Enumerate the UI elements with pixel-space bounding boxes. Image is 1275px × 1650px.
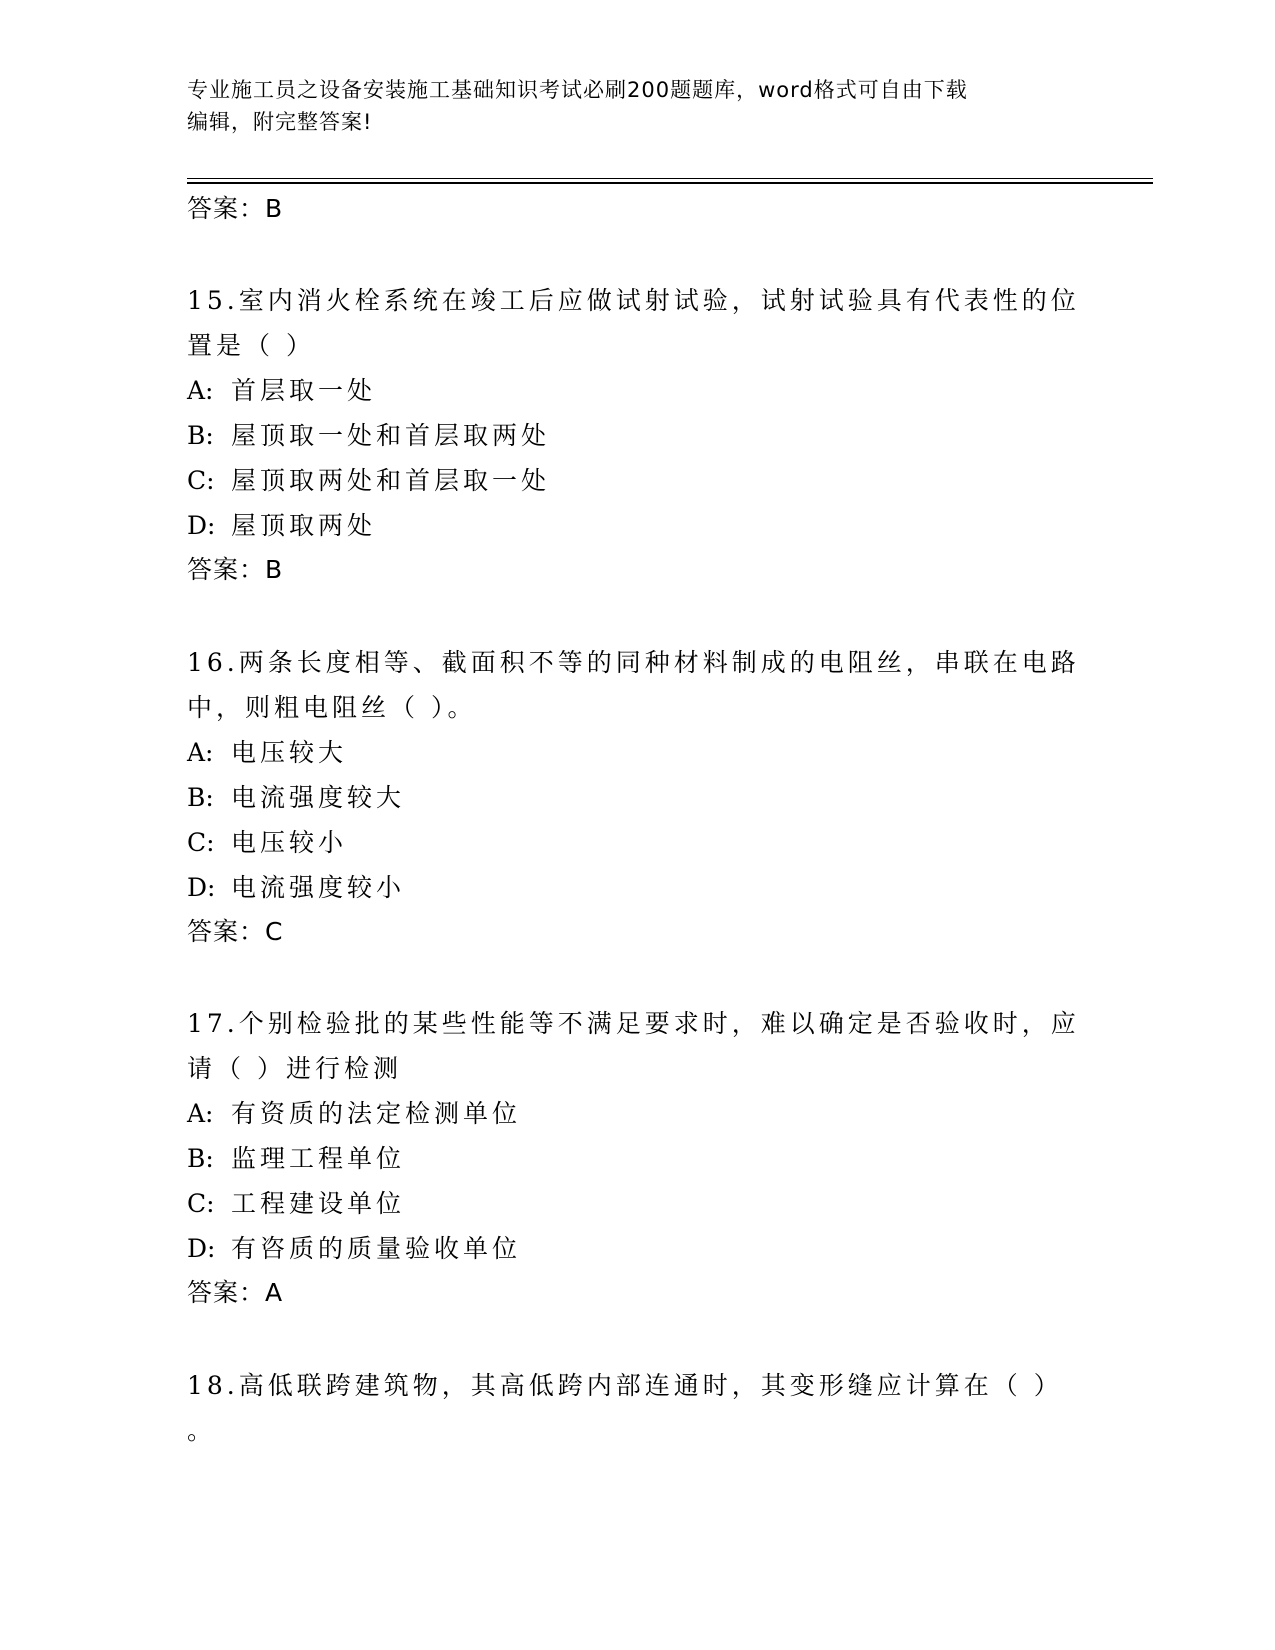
option-letter: B: xyxy=(187,783,214,812)
option-b xyxy=(187,1136,1087,1181)
option-c xyxy=(187,820,1087,865)
question-line-1: 16.两条长度相等、截面积不等的同种材料制成的电阻丝，串联在电路 xyxy=(187,648,1080,677)
question-15 xyxy=(187,278,1087,585)
option-text: 电压较小 xyxy=(231,828,348,857)
option-text: 工程建设单位 xyxy=(231,1189,406,1218)
question-16 xyxy=(187,640,1087,947)
question-line-2: 请（ ）进行检测 xyxy=(187,1054,402,1083)
option-c xyxy=(187,458,1087,503)
option-d xyxy=(187,503,1087,548)
previous-answer: 答案：B xyxy=(187,194,284,223)
question-text xyxy=(187,1001,1087,1091)
question-17 xyxy=(187,1001,1087,1308)
option-text: 有资质的法定检测单位 xyxy=(231,1099,522,1128)
option-text: 电流强度较小 xyxy=(231,873,406,902)
option-letter: B: xyxy=(187,421,214,450)
option-text: 监理工程单位 xyxy=(231,1144,406,1173)
question-text xyxy=(187,1363,1087,1453)
header-divider-thin xyxy=(187,178,1153,179)
option-letter: C: xyxy=(187,828,215,857)
question-text xyxy=(187,640,1087,730)
option-a xyxy=(187,730,1087,775)
question-line-1: 17.个别检验批的某些性能等不满足要求时，难以确定是否验收时，应 xyxy=(187,1009,1080,1038)
option-text: 电压较大 xyxy=(231,738,348,767)
option-letter: D: xyxy=(187,1234,216,1263)
option-text: 屋顶取两处 xyxy=(231,511,377,540)
option-letter: D: xyxy=(187,873,216,902)
option-letter: D: xyxy=(187,511,216,540)
header-line-2: 编辑，附完整答案! xyxy=(187,110,373,134)
option-text: 首层取一处 xyxy=(231,376,377,405)
option-a xyxy=(187,368,1087,413)
question-text xyxy=(187,278,1087,368)
option-text: 有咨质的质量验收单位 xyxy=(231,1234,522,1263)
question-line-1: 15.室内消火栓系统在竣工后应做试射试验，试射试验具有代表性的位 xyxy=(187,286,1080,315)
header-divider-thick xyxy=(187,182,1153,184)
option-letter: C: xyxy=(187,466,215,495)
option-letter: A: xyxy=(187,376,214,405)
document-header xyxy=(187,74,1087,138)
option-letter: A: xyxy=(187,738,214,767)
option-text: 屋顶取一处和首层取两处 xyxy=(231,421,551,450)
answer: 答案：A xyxy=(187,1278,284,1307)
option-d xyxy=(187,1226,1087,1271)
option-a xyxy=(187,1091,1087,1136)
question-line-2: 。 xyxy=(187,1416,217,1445)
question-line-1: 18.高低联跨建筑物，其高低跨内部连通时，其变形缝应计算在（ ） xyxy=(187,1371,1063,1400)
question-18 xyxy=(187,1363,1087,1453)
option-text: 屋顶取两处和首层取一处 xyxy=(231,466,551,495)
option-letter: C: xyxy=(187,1189,215,1218)
option-letter: A: xyxy=(187,1099,214,1128)
option-letter: B: xyxy=(187,1144,214,1173)
option-c xyxy=(187,1181,1087,1226)
option-b xyxy=(187,413,1087,458)
option-b xyxy=(187,775,1087,820)
question-line-2: 置是（ ） xyxy=(187,331,315,360)
option-d xyxy=(187,865,1087,910)
option-text: 电流强度较大 xyxy=(231,783,406,812)
answer: 答案：C xyxy=(187,917,284,946)
question-line-2: 中，则粗电阻丝（ ）。 xyxy=(187,693,477,722)
answer: 答案：B xyxy=(187,555,284,584)
header-line-1: 专业施工员之设备安装施工基础知识考试必刷200题题库，word格式可自由下载 xyxy=(187,78,968,102)
